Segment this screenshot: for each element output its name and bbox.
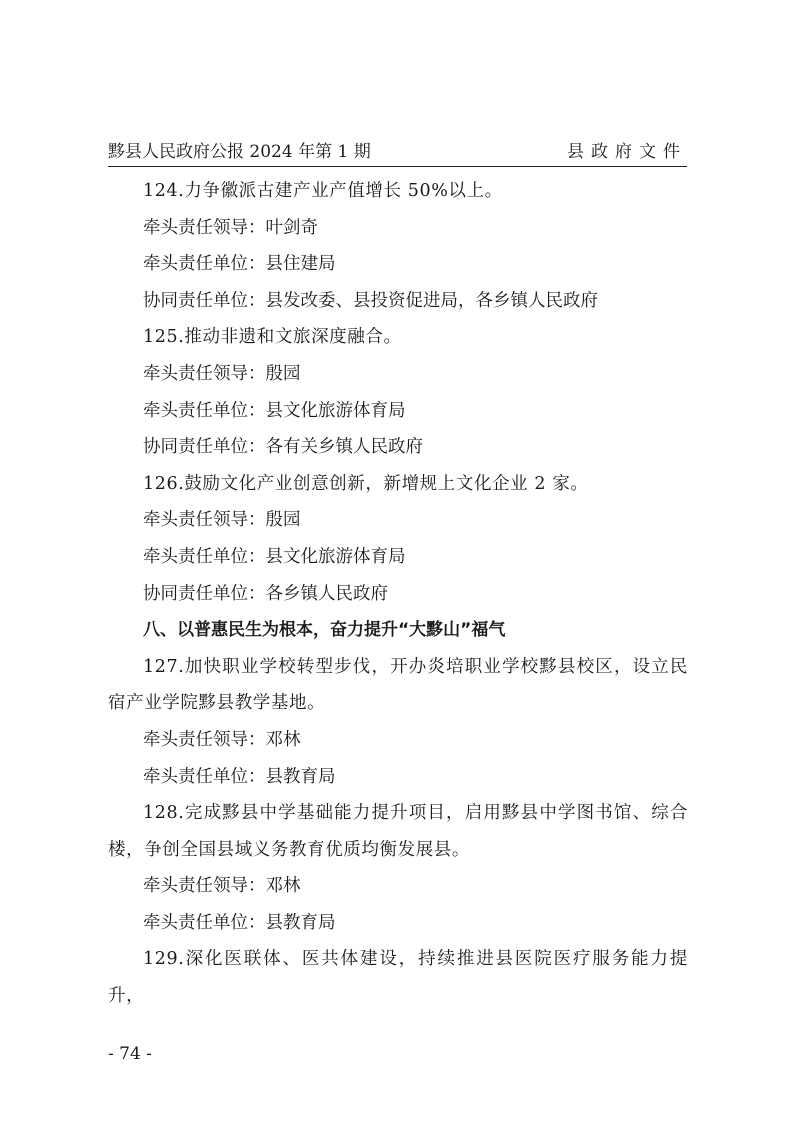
lead-leader-127: 牵头责任领导：邓林 <box>143 729 301 750</box>
lead-unit-124: 牵头责任单位：县住建局 <box>143 254 336 275</box>
item-124: 124.力争徽派古建产业产值增长 50%以上。 <box>143 181 503 201</box>
lead-unit-127: 牵头责任单位：县教育局 <box>143 766 336 787</box>
lead-leader-126: 牵头责任领导：殷园 <box>143 510 301 531</box>
page-number: - 74 - <box>108 1044 152 1064</box>
lead-leader-124: 牵头责任领导：叶剑奇 <box>143 217 318 238</box>
document-body <box>108 173 688 1015</box>
lead-leader-125: 牵头责任领导：殷园 <box>143 363 301 384</box>
item-125: 125.推动非遗和文旅深度融合。 <box>143 327 402 348</box>
item-129: 129.深化医联体、医共体建设，持续推进县医院医疗服务能力提升， <box>108 949 688 1007</box>
bulletin-title: 黟县人民政府公报 2024 年第 1 期 <box>108 142 371 162</box>
item-127: 127.加快职业学校转型步伐，开办炎培职业学校黟县校区，设立民宿产业学院黟县教学基地。 <box>108 656 688 714</box>
coop-unit-124: 协同责任单位：县发改委、县投资促进局，各乡镇人民政府 <box>143 290 598 311</box>
lead-unit-125: 牵头责任单位：县文化旅游体育局 <box>143 400 406 421</box>
coop-unit-125: 协同责任单位：各有关乡镇人民政府 <box>143 437 423 458</box>
lead-unit-126: 牵头责任单位：县文化旅游体育局 <box>143 546 406 567</box>
page-header <box>108 140 687 167</box>
coop-unit-126: 协同责任单位：各乡镇人民政府 <box>143 583 388 604</box>
section-heading-8: 八、以普惠民生为根本，奋力提升“大黟山”福气 <box>143 620 506 641</box>
section-title: 县政府文件 <box>567 142 687 162</box>
item-128: 128.完成黟县中学基础能力提升项目，启用黟县中学图书馆、综合楼，争创全国县域义务教育优质均衡发展县。 <box>108 803 688 860</box>
item-126: 126.鼓励文化产业创意创新，新增规上文化企业 2 家。 <box>143 473 589 494</box>
lead-unit-128: 牵头责任单位：县教育局 <box>143 912 336 933</box>
lead-leader-128: 牵头责任领导：邓林 <box>143 876 301 897</box>
